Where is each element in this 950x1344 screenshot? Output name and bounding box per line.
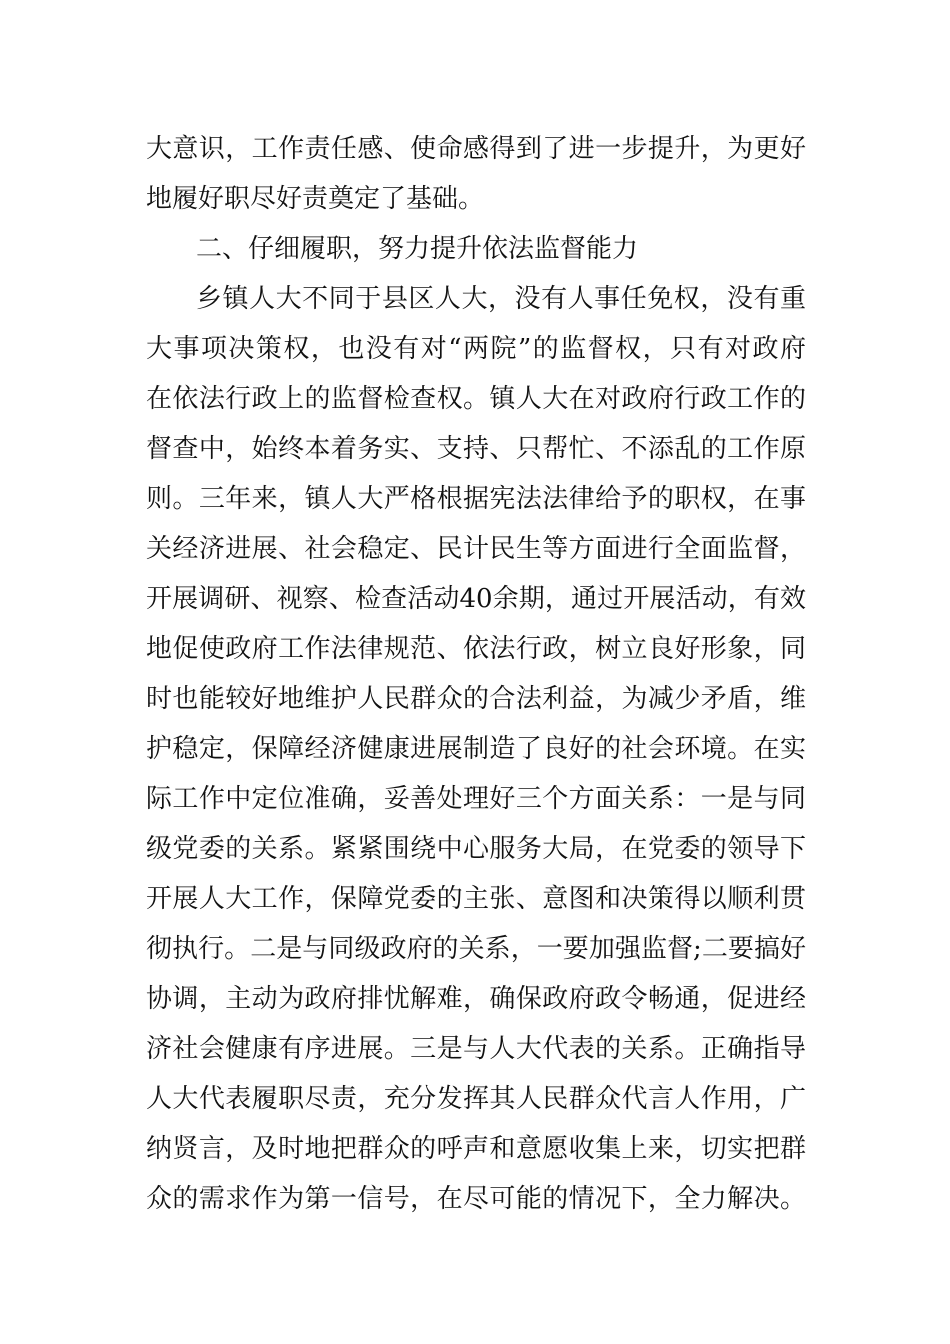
text-line: 关经济进展、社会稳定、民计民生等方面进行全面监督，	[146, 534, 806, 564]
text-line: 众的需求作为第一信号，在尽可能的情况下，全力解决。	[146, 1184, 806, 1214]
text-line: 则。三年来，镇人大严格根据宪法法律给予的职权，在事	[146, 484, 806, 514]
text-line: 济社会健康有序进展。三是与人大代表的关系。正确指导	[146, 1034, 806, 1064]
text-line: 际工作中定位准确，妥善处理好三个方面关系：一是与同	[146, 784, 806, 814]
text-line: 协调，主动为政府排忧解难，确保政府政令畅通，促进经	[146, 984, 806, 1014]
text-line: 开展调研、视察、检查活动40余期，通过开展活动，有效	[146, 584, 806, 614]
text-line: 人大代表履职尽责，充分发挥其人民群众代言人作用，广	[146, 1084, 806, 1114]
section-heading: 二、仔细履职，努力提升依法监督能力	[196, 234, 639, 264]
text-line: 纳贤言，及时地把群众的呼声和意愿收集上来，切实把群	[146, 1134, 806, 1164]
text-line: 彻执行。二是与同级政府的关系，一要加强监督;二要搞好	[146, 934, 806, 964]
text-line: 大意识，工作责任感、使命感得到了进一步提升，为更好	[146, 134, 806, 164]
text-line: 时也能较好地维护人民群众的合法利益，为减少矛盾，维	[146, 684, 806, 714]
text-line: 开展人大工作，保障党委的主张、意图和决策得以顺利贯	[146, 884, 806, 914]
text-line: 地促使政府工作法律规范、依法行政，树立良好形象，同	[146, 634, 806, 664]
text-line: 乡镇人大不同于县区人大，没有人事任免权，没有重	[196, 284, 806, 314]
text-line: 护稳定，保障经济健康进展制造了良好的社会环境。在实	[146, 734, 806, 764]
text-line: 督查中，始终本着务实、支持、只帮忙、不添乱的工作原	[146, 434, 806, 464]
text-line: 大事项决策权，也没有对“两院”的监督权，只有对政府	[146, 334, 806, 364]
text-line: 级党委的关系。紧紧围绕中心服务大局，在党委的领导下	[146, 834, 806, 864]
text-line: 地履好职尽好责奠定了基础。	[146, 184, 485, 214]
text-line: 在依法行政上的监督检查权。镇人大在对政府行政工作的	[146, 384, 806, 414]
